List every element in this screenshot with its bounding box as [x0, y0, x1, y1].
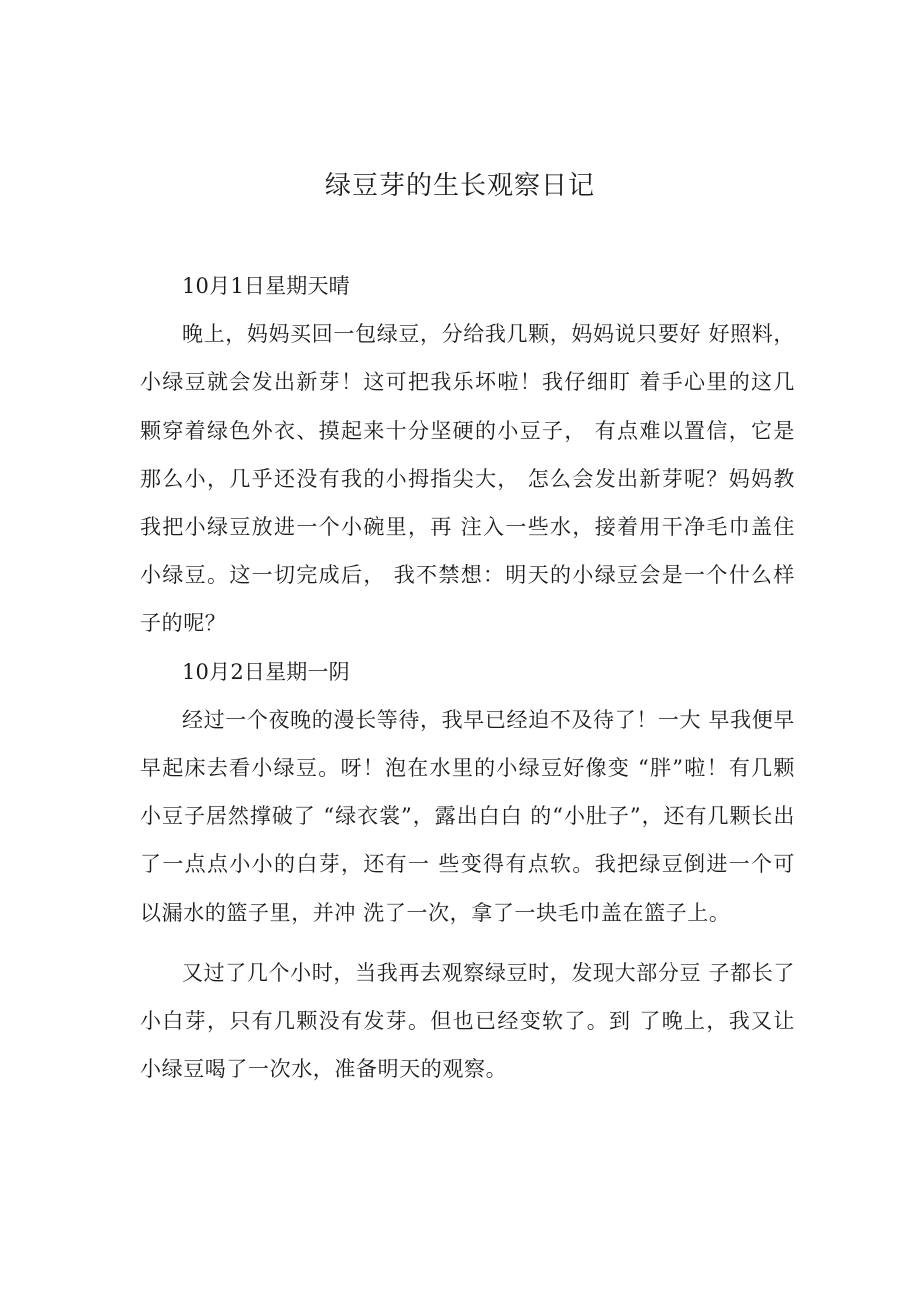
entry-paragraph: 又过了几个小时，当我再去观察绿豆时，发现大部分豆 子都长了小白芽，只有几颗没有发芽。但也已经变软了。到 了晚上，我又让小绿豆喝了一次水，准备明天的观察。 — [140, 960, 795, 1082]
entry-paragraph: 晚上，妈妈买回一包绿豆，分给我几颗，妈妈说只要好 好照料，小绿豆就会发出新芽！这可把我乐坏啦！我仔细盯 着手心里的这几颗穿着绿色外衣、摸起来十分坚硬的小豆子， 有点难以置信，它是那么小，几乎还没有我的小拇指尖大， 怎么会发出新芽呢？妈妈教我把小绿豆放进一个小碗里，再 注入一些水，接着用干净毛巾盖住小绿豆。这一切完成后， 我不禁想：明天的小绿豆会是一个什么样子的呢？ — [140, 322, 795, 636]
paragraph-gap — [140, 937, 795, 949]
entry-date: 10月1日星期天晴 — [182, 274, 350, 298]
document-title: 绿豆芽的生长观察日记 — [324, 171, 595, 201]
entry-paragraph: 经过一个夜晚的漫长等待，我早已经迫不及待了！一大 早我便早早起床去看小绿豆。呀！泡在水里的小绿豆好像变 “胖”啦！有几颗小豆子居然撑破了 “绿衣裳”，露出白白 的“小肚子”，还有几颗长出了一点点小小的白芽，还有一 些变得有点软。我把绿豆倒进一个可以漏水的篮子里，并冲 洗了一次，拿了一块毛巾盖在篮子上。 — [140, 707, 795, 925]
diary-body — [140, 262, 795, 1093]
entry-date: 10月2日星期一阴 — [182, 659, 350, 684]
